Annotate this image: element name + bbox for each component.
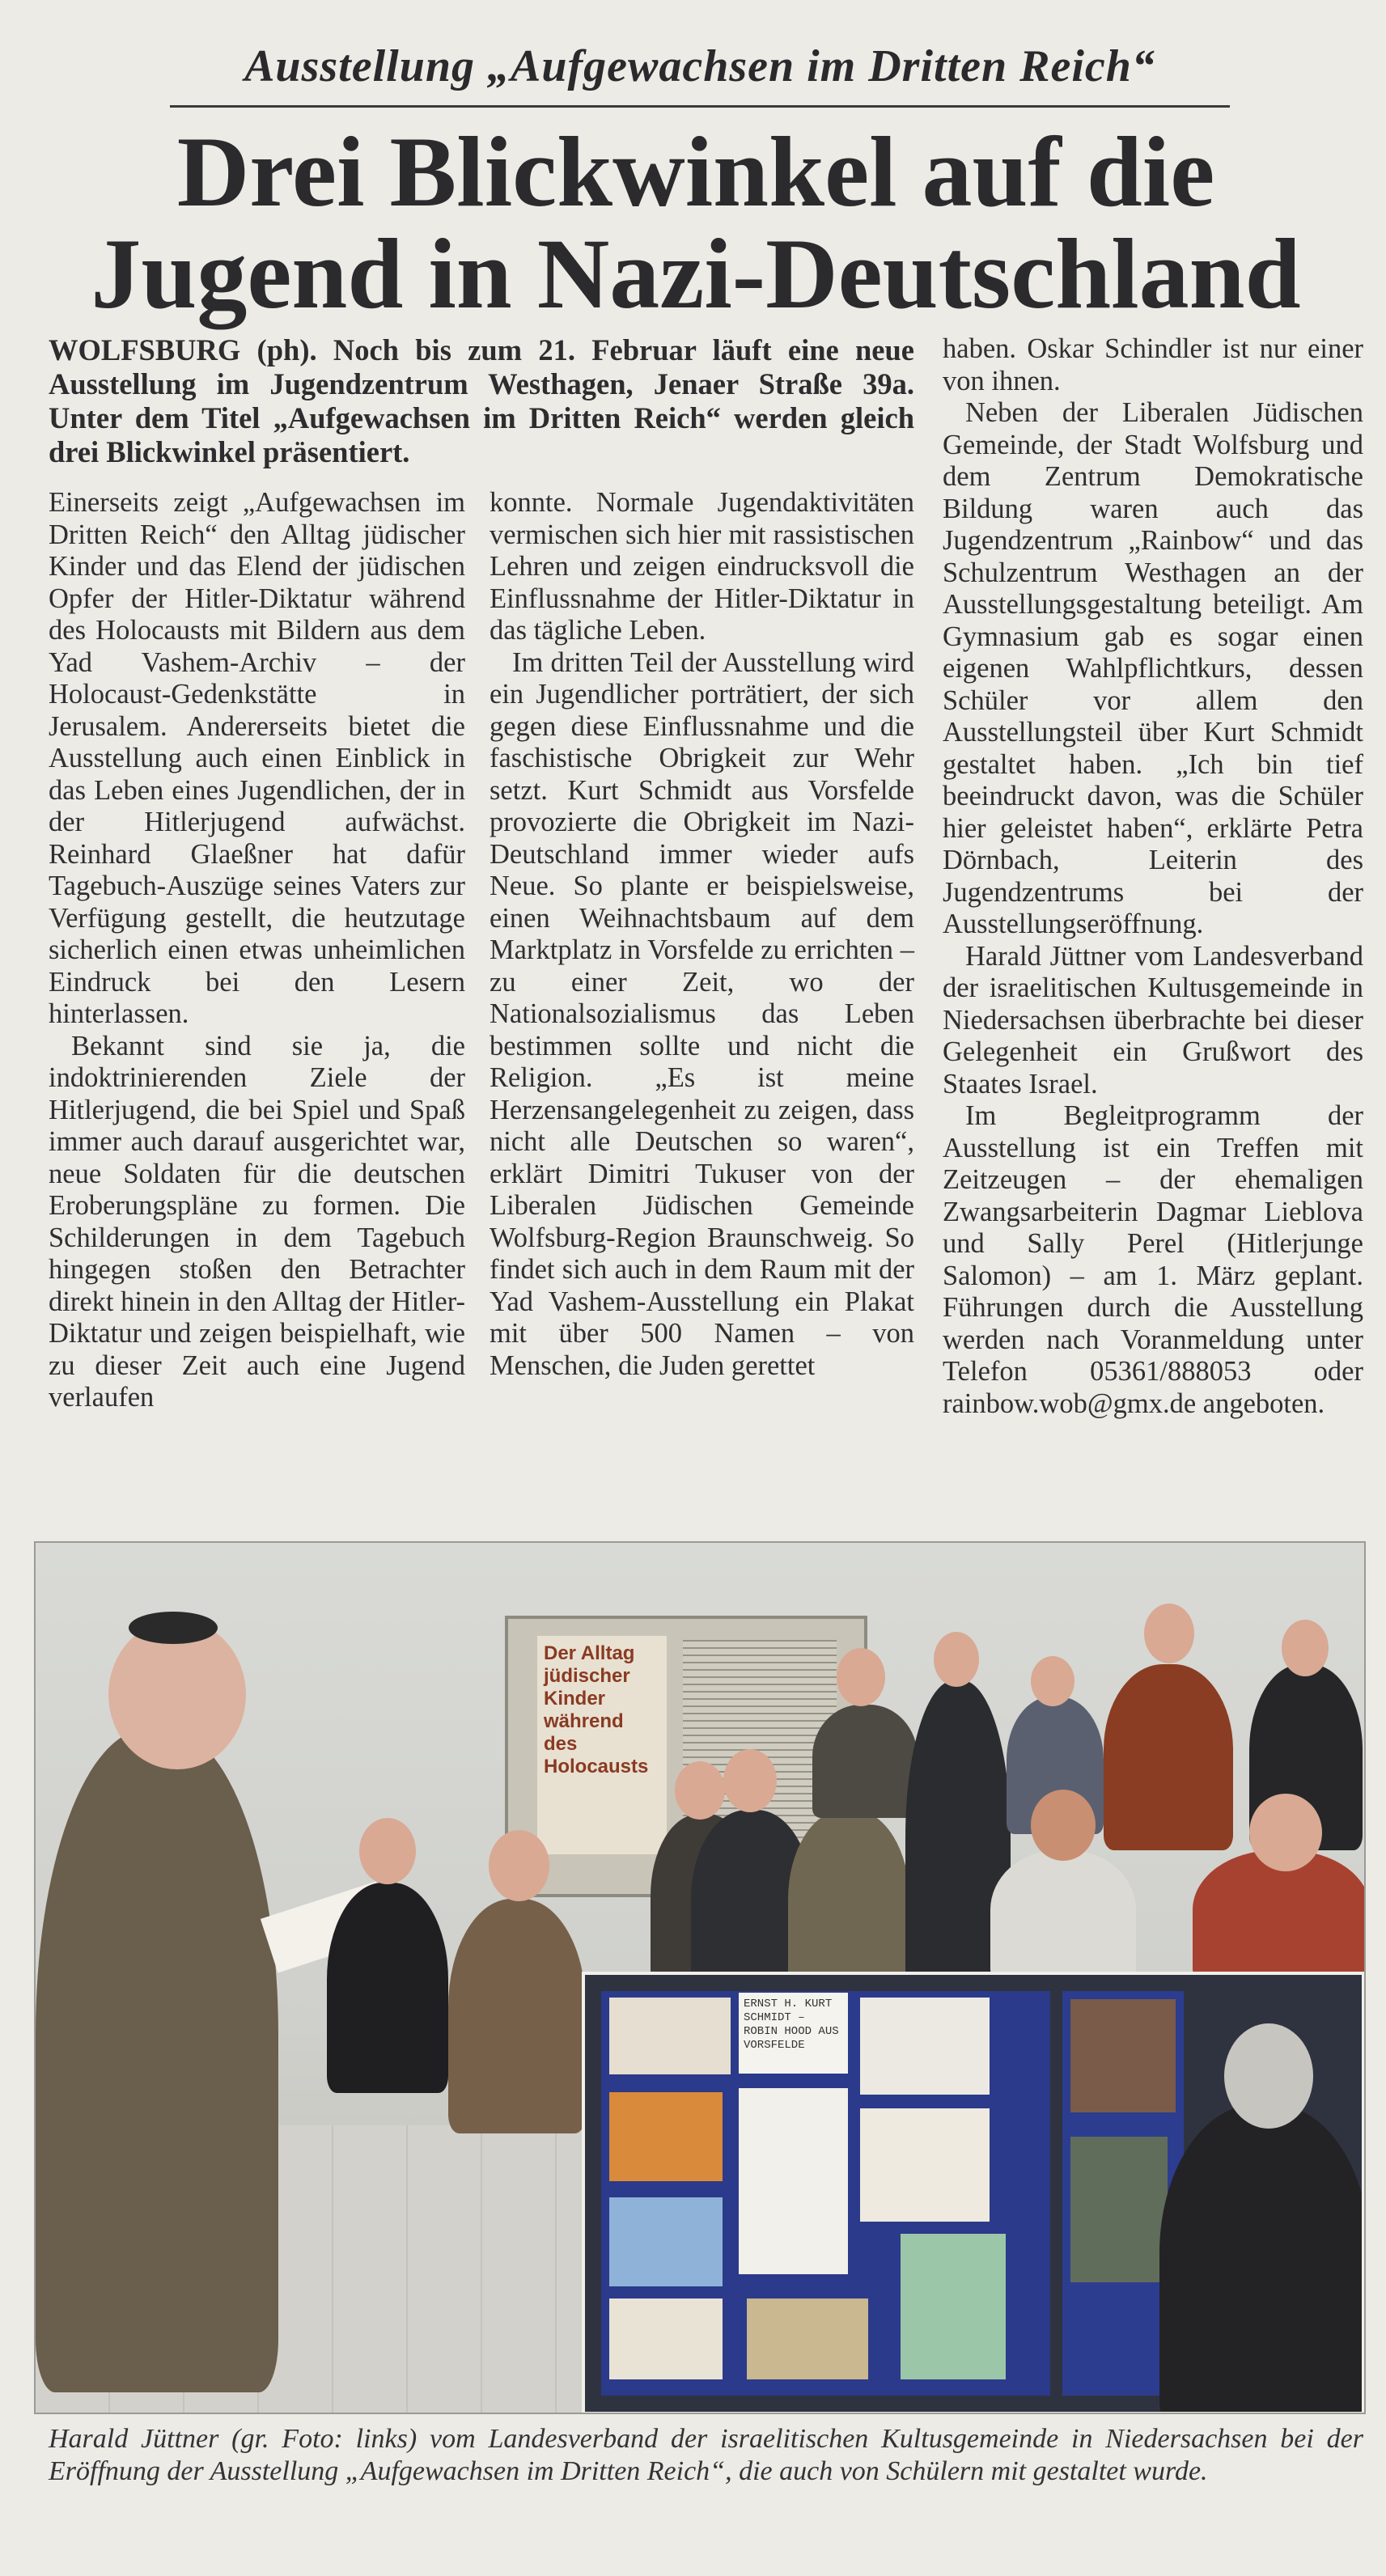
drawing-card bbox=[609, 2197, 723, 2286]
drawing-card bbox=[860, 1998, 990, 2095]
audience-member bbox=[448, 1899, 586, 2133]
paragraph: Neben der Liberalen Jüdischen Gemeinde, der Stadt Wolfsburg und dem Zentrum Demokratische Bildung waren auch das Jugendzentrum „Rainbow“ und das Schulzentrum Westhagen an der Ausstellungsgestaltung beteiligt. Am Gymnasium gab es sogar einen eigenen Wahlpflichtkurs, dessen Schüler vor allem den Ausstellungsteil über Kurt Schmidt gestaltet haben. „Ich bin tief beeindruckt davon, was die Schüler hier geleistet haben“, erklärte Petra Dörnbach, Leiterin des Jugendzentrums bei der Ausstellungseröffnung. bbox=[943, 397, 1363, 939]
audience-member bbox=[1104, 1664, 1233, 1850]
audience-head bbox=[934, 1632, 979, 1687]
audience-head bbox=[1282, 1620, 1329, 1676]
paragraph: Im Begleitprogramm der Ausstellung ist ein Treffen mit Zeitzeugen – der ehemaligen Zwangsarbeiterin Dagmar Lieblova und Sally Perel (Hitlerjunge Salomon) – am 1. März geplant. Führungen durch die Ausstellung werden nach Voranmeldung unter Telefon 05361/888053 oder rainbow.wob@gmx.de angeboten. bbox=[943, 1100, 1363, 1419]
kicker-rule bbox=[170, 105, 1230, 108]
article-column-1 bbox=[49, 487, 465, 1414]
headline-line-2: Jugend in Nazi-Deutschland bbox=[91, 218, 1301, 329]
article-column-3 bbox=[943, 333, 1363, 1420]
drawing-card bbox=[901, 2234, 1006, 2379]
visitor-head bbox=[1224, 2023, 1313, 2129]
audience-head bbox=[837, 1648, 885, 1706]
drawing-card bbox=[609, 2092, 723, 2181]
audience-head bbox=[489, 1830, 549, 1901]
paragraph: Einerseits zeigt „Aufgewachsen im Dritten Reich“ den Alltag jüdischer Kinder und das Elend der jüdischen Opfer der Hitler-Diktatur während des Holocausts mit Bildern aus dem Yad Vashem-Archiv – der Holocaust-Gedenkstätte in Jerusalem. Andererseits bietet die Ausstellung auch einen Einblick in das Leben eines Jugendlichen, der in der Hitlerjugend aufwächst. Reinhard Glaeßner hat dafür Tagebuch-Auszüge seines Vaters zur Verfügung gestellt, die heutzutage sicherlich einen etwas unheimlichen Eindruck bei den Lesern hinterlassen. bbox=[49, 487, 465, 1029]
lead-paragraph: WOLFSBURG (ph). Noch bis zum 21. Februar läuft eine neue Ausstellung im Jugendzentrum Westhagen, Jenaer Straße 39a. Unter dem Titel „Aufgewachsen im Dritten Reich“ werden gleich drei Blickwinkel präsentiert. bbox=[49, 333, 914, 468]
drawing-card bbox=[1070, 2137, 1168, 2282]
inset-photo bbox=[582, 1972, 1365, 2414]
audience-head bbox=[1031, 1656, 1074, 1706]
paragraph: Bekannt sind sie ja, die indoktrinierenden Ziele der Hitlerjugend, die bei Spiel und Spaß immer auch darauf ausgerichtet war, neue Soldaten für die deutschen Eroberungspläne zu formen. Die Schilderungen in dem Tagebuch hingegen stoßen den Betrachter direkt hinein in den Alltag der Hitler-Diktatur und zeigen beispielhaft, wie zu dieser Zeit auch eine Jugend verlaufen bbox=[49, 1030, 465, 1413]
drawing-card bbox=[747, 2298, 868, 2379]
paragraph: Harald Jüttner vom Landesverband der israelitischen Kultusgemeinde in Niedersachsen überbrachte bei dieser Gelegenheit ein Grußwort des Staates Israel. bbox=[943, 940, 1363, 1099]
paragraph: konnte. Normale Jugendaktivitäten vermischen sich hier mit rassistischen Lehren und zeigen eindrucksvoll die Einflussnahme der Hitler-Diktatur in das tägliche Leben. bbox=[490, 487, 914, 646]
exhibition-poster: Der Alltag jüdischer Kinder während des Holocausts bbox=[537, 1636, 667, 1854]
audience-head bbox=[1249, 1794, 1322, 1871]
audience-head bbox=[359, 1818, 416, 1884]
audience-member bbox=[812, 1705, 918, 1818]
headline-line-1: Drei Blickwinkel auf die bbox=[176, 117, 1215, 227]
audience-head bbox=[723, 1749, 777, 1812]
visitor-figure bbox=[1159, 2104, 1365, 2414]
drawing-card bbox=[739, 2088, 848, 2274]
drawing-card bbox=[860, 2108, 990, 2222]
audience-head bbox=[1031, 1790, 1096, 1861]
article-column-2 bbox=[490, 487, 914, 1382]
drawing-card bbox=[609, 2298, 723, 2379]
audience-member bbox=[990, 1850, 1136, 1980]
drawing-card bbox=[609, 1998, 731, 2074]
drawing-card bbox=[1070, 1999, 1176, 2112]
audience-member bbox=[327, 1883, 448, 2093]
photo-caption: Harald Jüttner (gr. Foto: links) vom Landesverband der israelitischen Kultusgemeinde in Niedersachsen bei der Eröffnung der Ausstellung „Aufgewachsen im Dritten Reich“, die auch von Schülern mit gestaltet wurde. bbox=[49, 2424, 1363, 2486]
paragraph: Im dritten Teil der Ausstellung wird ein Jugendlicher porträtiert, der sich gegen diese Einflussnahme und die faschistische Obrigkeit zur Wehr setzt. Kurt Schmidt aus Vorsfelde provozierte die Obrigkeit im Nazi-Deutschland immer wieder aufs Neue. So plante er beispielsweise, einen Weihnachtsbaum auf dem Marktplatz in Vorsfelde zu errichten – zu einer Zeit, wo der Nationalsozialismus das Leben bestimmen sollte und nicht die Religion. „Es ist meine Herzensangelegenheit zu zeigen, dass nicht alle Deutschen so waren“, erklärt Dimitri Tukuser von der Liberalen Jüdischen Gemeinde Wolfsburg-Region Braunschweig. So findet sich auch in dem Raum mit der Yad Vashem-Ausstellung ein Plakat mit über 500 Namen – von Menschen, die Juden gerettet bbox=[490, 646, 914, 1381]
kippah bbox=[129, 1612, 218, 1644]
speaker-figure bbox=[36, 1729, 278, 2392]
exhibit-label: ERNST H. KURT SCHMIDT – ROBIN HOOD AUS VORSFELDE bbox=[739, 1993, 848, 2074]
audience-head bbox=[1144, 1604, 1194, 1663]
headline bbox=[49, 117, 1343, 329]
kicker: Ausstellung „Aufgewachsen im Dritten Reich“ bbox=[244, 41, 1155, 91]
paragraph: haben. Oskar Schindler ist nur einer von ihnen. bbox=[943, 333, 1363, 396]
audience-head bbox=[675, 1761, 725, 1820]
main-photo bbox=[34, 1541, 1366, 2414]
